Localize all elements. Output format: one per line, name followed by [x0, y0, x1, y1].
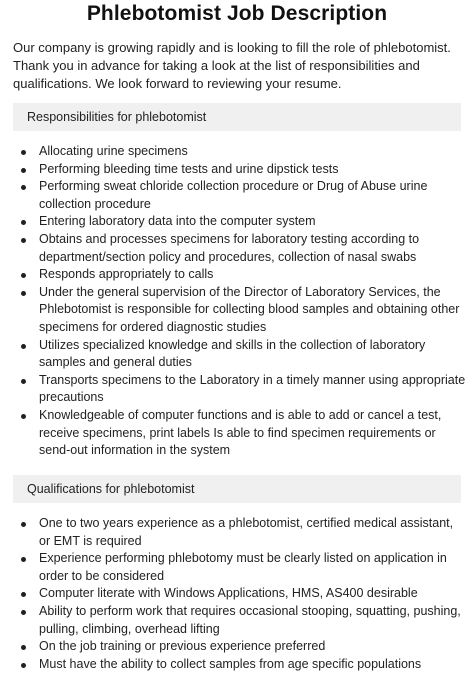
- responsibilities-list: [15, 143, 467, 460]
- list-item: On the job training or previous experience preferred: [15, 638, 467, 656]
- list-item: Obtains and processes specimens for laboratory testing according to department/section policy and procedures, collection of nasal swabs: [15, 231, 467, 266]
- list-item: Under the general supervision of the Director of Laboratory Services, the Phlebotomist is responsible for collecting blood samples and obtaining other specimens for ordered diagnostic studies: [15, 284, 467, 337]
- list-item: Experience performing phlebotomy must be clearly listed on application in order to be considered: [15, 550, 467, 585]
- list-item: One to two years experience as a phlebotomist, certified medical assistant, or EMT is required: [15, 515, 467, 550]
- list-item: Utilizes specialized knowledge and skills in the collection of laboratory samples and general duties: [15, 337, 467, 372]
- list-item: Computer literate with Windows Applications, HMS, AS400 desirable: [15, 585, 467, 603]
- list-item: Knowledgeable of computer functions and is able to add or cancel a test, receive specimens, print labels Is able to find specimen requirements or send-out information in the system: [15, 407, 467, 460]
- page-title: Phlebotomist Job Description: [86, 2, 388, 25]
- list-item: Performing sweat chloride collection procedure or Drug of Abuse urine collection procedure: [15, 178, 467, 213]
- responsibilities-heading: Responsibilities for phlebotomist: [13, 103, 461, 131]
- list-item: Ability to perform work that requires occasional stooping, squatting, pushing, pulling, climbing, overhead lifting: [15, 603, 467, 638]
- intro-paragraph: Our company is growing rapidly and is looking to fill the role of phlebotomist. Thank you in advance for taking a look at the list of responsibilities and qualifications. We look forward to reviewing your resume.: [13, 40, 451, 91]
- qualifications-list: [15, 515, 467, 673]
- qualifications-heading: Qualifications for phlebotomist: [13, 475, 461, 503]
- list-item: Must have the ability to collect samples from age specific populations: [15, 656, 467, 674]
- list-item: Performing bleeding time tests and urine dipstick tests: [15, 161, 467, 179]
- list-item: Entering laboratory data into the computer system: [15, 213, 467, 231]
- list-item: Allocating urine specimens: [15, 143, 467, 161]
- list-item: Transports specimens to the Laboratory in a timely manner using appropriate precautions: [15, 372, 467, 407]
- list-item: Responds appropriately to calls: [15, 266, 467, 284]
